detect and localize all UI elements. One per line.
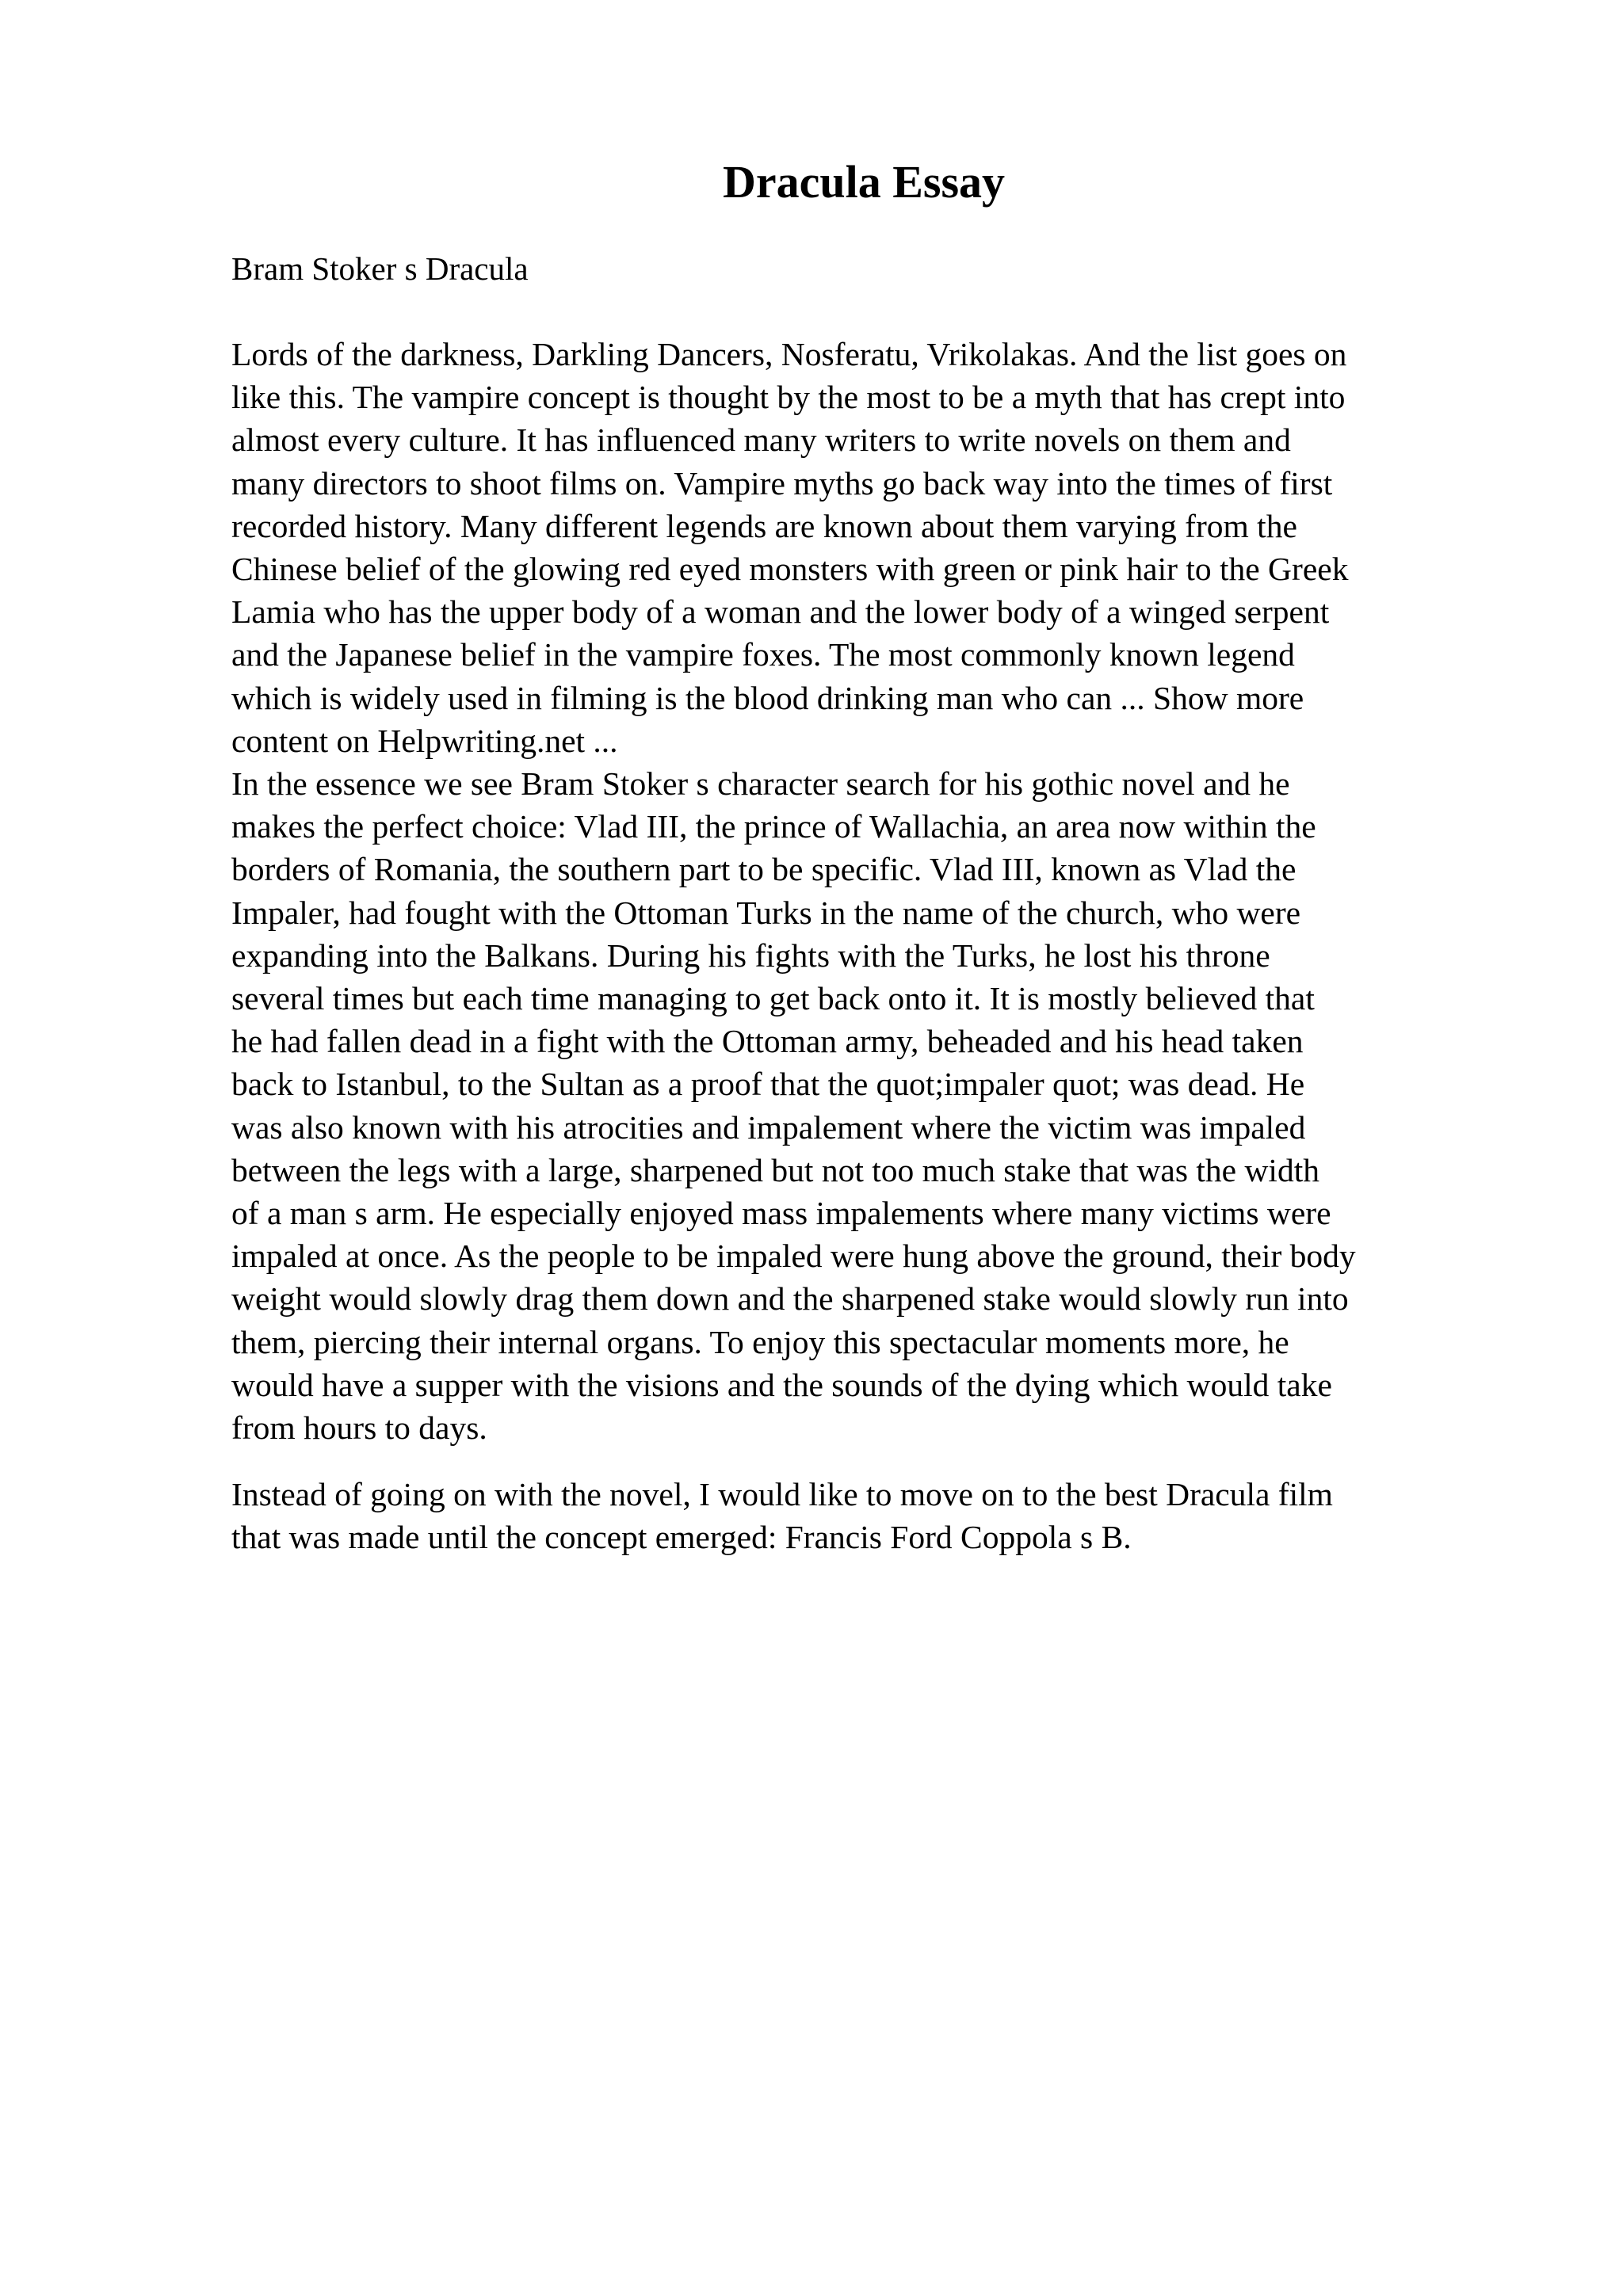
body-paragraph-2: In the essence we see Bram Stoker s character search for his gothic novel and he makes the perfect choice: Vlad III, the prince of Wallachia, an area now within the borders of Romania, the southern part to be specific. Vlad III, known as Vlad the Impaler, had fought with the Ottoman Turks in the name of the church, who were expanding into the Balkans. During his fights with the Turks, he lost his throne several times but each time managing to get back onto it. It is mostly believed that he had fallen dead in a fight with the Ottoman army, beheaded and his head taken back to Istanbul, to the Sultan as a proof that the quot;impaler quot; was dead. He was also known with his atrocities and impalement where the victim was impaled between the legs with a large, sharpened but not too much stake that was the width of a man s arm. He especially enjoyed mass impalements where many victims were impaled at once. As the people to be impaled were hung above the ground, their body weight would slowly drag them down and the sharpened stake would slowly run into them, piercing their internal organs. To enjoy this spectacular moments more, he would have a supper with the visions and the sounds of the dying which would take from hours to days. bbox=[231, 765, 1356, 1447]
body-paragraph-1: Lords of the darkness, Darkling Dancers, Nosferatu, Vrikolakas. And the list goes on like this. The vampire concept is thought by the most to be a myth that has crept into almost every culture. It has influenced many writers to write novels on them and many directors to shoot films on. Vampire myths go back way into the times of first recorded history. Many different legends are known about them varying from the Chinese belief of the glowing red eyed monsters with green or pink hair to the Greek Lamia who has the upper body of a woman and the lower body of a winged serpent and the Japanese belief in the vampire foxes. The most commonly known legend which is widely used in filming is the blood drinking man who can ... Show more content on Helpwriting.net ... bbox=[231, 336, 1349, 759]
body-paragraph-3: Instead of going on with the novel, I would like to move on to the best Dracula film that was made until the concept emerged: Francis Ford Coppola s B. bbox=[231, 1476, 1333, 1556]
page-title: Dracula Essay bbox=[722, 156, 1006, 208]
essay-subtitle: Bram Stoker s Dracula bbox=[231, 250, 529, 287]
